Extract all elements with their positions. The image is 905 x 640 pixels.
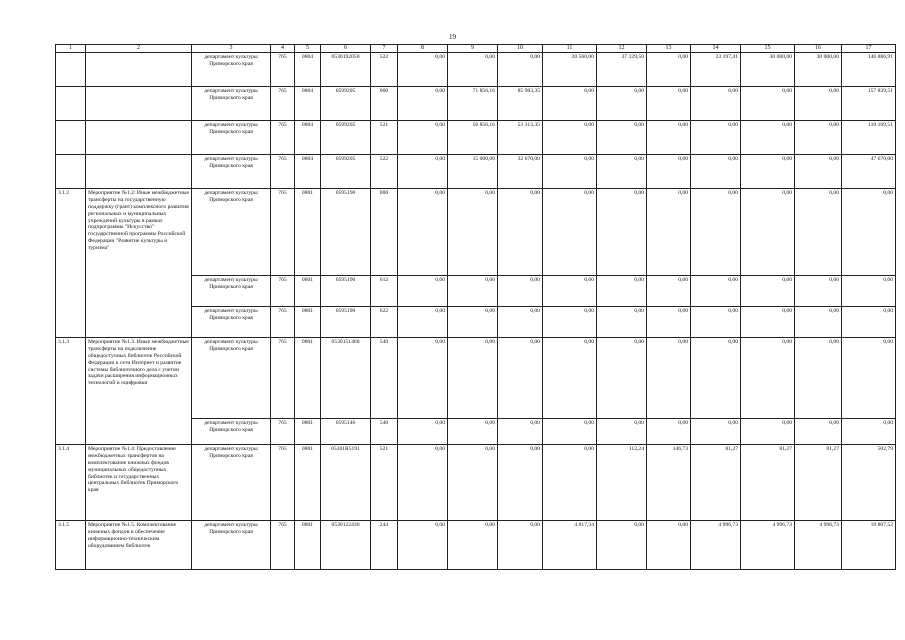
cell-target: 0595190 <box>321 189 371 276</box>
cell-section: 0804 <box>295 155 321 189</box>
cell-grbs: 765 <box>271 276 295 307</box>
column-header: 2 <box>86 45 192 53</box>
cell-value: 30 000,00 <box>741 53 795 87</box>
cell-grbs: 765 <box>271 121 295 155</box>
cell-value: 0,00 <box>647 189 691 276</box>
cell-value: 0,00 <box>647 419 691 445</box>
cell-value: 23 197,41 <box>691 53 741 87</box>
column-header: 15 <box>741 45 795 53</box>
cell-number <box>56 121 86 155</box>
column-header: 7 <box>371 45 398 53</box>
cell-value: 0,00 <box>543 419 597 445</box>
cell-value: 0,00 <box>543 276 597 307</box>
cell-measure: Мероприятие №1.3. Иные межбюджетные трансферты на подключение общедоступных библиотек Российской Федерации к сети Интернет и развитие системы библиотечного дела с учетом задачи расширения информационных технологий и оцифровки <box>86 338 192 445</box>
cell-value: 0,00 <box>543 121 597 155</box>
column-header: 9 <box>448 45 498 53</box>
cell-value: 0,00 <box>691 87 741 121</box>
column-header: 12 <box>597 45 647 53</box>
cell-value: 0,00 <box>795 419 842 445</box>
cell-value: 32 670,00 <box>498 155 543 189</box>
cell-value: 0,00 <box>398 155 448 189</box>
cell-value: 0,00 <box>597 419 647 445</box>
cell-value: 0,00 <box>398 521 448 570</box>
cell-value: 0,00 <box>691 155 741 189</box>
cell-value: 0,00 <box>691 276 741 307</box>
cell-executor: департамент культуры Приморского края <box>192 53 271 87</box>
cell-section: 0801 <box>295 521 321 570</box>
column-header: 3 <box>192 45 271 53</box>
cell-value: 37 129,50 <box>597 53 647 87</box>
cell-grbs: 765 <box>271 307 295 338</box>
cell-value: 0,00 <box>795 87 842 121</box>
cell-expense-type: 244 <box>371 521 398 570</box>
cell-value: 0,00 <box>647 53 691 87</box>
cell-value: 0,00 <box>741 338 795 419</box>
table-row <box>56 445 896 521</box>
cell-value: 0,00 <box>398 121 448 155</box>
cell-grbs: 765 <box>271 53 295 87</box>
cell-measure <box>86 53 192 87</box>
cell-value: 0,00 <box>448 307 498 338</box>
cell-value: 4 996,73 <box>691 521 741 570</box>
cell-grbs: 765 <box>271 419 295 445</box>
cell-value: 0,00 <box>398 338 448 419</box>
column-header: 8 <box>398 45 448 53</box>
cell-value: 0,00 <box>398 419 448 445</box>
cell-value: 0,00 <box>448 445 498 521</box>
cell-expense-type: 612 <box>371 276 398 307</box>
cell-value: 81,27 <box>795 445 842 521</box>
header-row <box>56 45 896 53</box>
cell-value: 0,00 <box>647 87 691 121</box>
cell-grbs: 765 <box>271 189 295 276</box>
cell-grbs: 765 <box>271 87 295 121</box>
cell-value: 81,27 <box>691 445 741 521</box>
cell-grbs: 765 <box>271 521 295 570</box>
cell-section: 0801 <box>295 338 321 419</box>
cell-executor: департамент культуры Приморского края <box>192 419 271 445</box>
cell-executor: департамент культуры Приморского края <box>192 155 271 189</box>
cell-number <box>56 87 86 121</box>
cell-executor: департамент культуры Приморского края <box>192 189 271 276</box>
cell-value: 71 856,16 <box>448 87 498 121</box>
cell-number: 3.1.2 <box>56 189 86 338</box>
cell-value: 0,00 <box>741 189 795 276</box>
cell-value: 4 996,73 <box>741 521 795 570</box>
cell-value: 0,00 <box>543 189 597 276</box>
table-row <box>56 53 896 87</box>
cell-target: 0599205 <box>321 155 371 189</box>
cell-expense-type: 000 <box>371 189 398 276</box>
cell-section: 0801 <box>295 189 321 276</box>
column-header: 14 <box>691 45 741 53</box>
cell-value: 112,24 <box>597 445 647 521</box>
cell-value: 30 000,00 <box>795 53 842 87</box>
cell-target: 0595190 <box>321 307 371 338</box>
cell-value: 0,00 <box>597 521 647 570</box>
cell-expense-type: 540 <box>371 338 398 419</box>
cell-value: 0,00 <box>597 155 647 189</box>
cell-section: 0804 <box>295 87 321 121</box>
cell-section: 0804 <box>295 121 321 155</box>
cell-value: 0,00 <box>741 155 795 189</box>
column-header: 13 <box>647 45 691 53</box>
cell-value: 0,00 <box>398 87 448 121</box>
cell-measure <box>86 155 192 189</box>
table-row <box>56 121 896 155</box>
cell-value: 0,00 <box>795 189 842 276</box>
cell-value: 146,73 <box>647 445 691 521</box>
cell-value: 0,00 <box>498 189 543 276</box>
cell-value: 0,00 <box>691 189 741 276</box>
column-header: 6 <box>321 45 371 53</box>
cell-number: 3.1.4 <box>56 445 86 521</box>
cell-value: 0,00 <box>498 276 543 307</box>
cell-value: 0,00 <box>398 445 448 521</box>
cell-total: 47 670,00 <box>842 155 896 189</box>
column-header: 4 <box>271 45 295 53</box>
cell-value: 0,00 <box>691 307 741 338</box>
cell-value: 0,00 <box>498 419 543 445</box>
cell-value: 0,00 <box>597 189 647 276</box>
cell-total: 0,00 <box>842 276 896 307</box>
cell-value: 0,00 <box>498 307 543 338</box>
column-header: 11 <box>543 45 597 53</box>
column-header: 1 <box>56 45 86 53</box>
cell-value: 85 983,35 <box>498 87 543 121</box>
cell-value: 0,00 <box>691 338 741 419</box>
cell-measure <box>86 87 192 121</box>
cell-value: 0,00 <box>597 87 647 121</box>
cell-value: 0,00 <box>741 276 795 307</box>
cell-section: 0804 <box>295 53 321 87</box>
cell-number <box>56 155 86 189</box>
cell-value: 53 313,35 <box>498 121 543 155</box>
cell-value: 0,00 <box>647 521 691 570</box>
cell-expense-type: 622 <box>371 307 398 338</box>
cell-total: 140 886,91 <box>842 53 896 87</box>
cell-grbs: 765 <box>271 445 295 521</box>
cell-value: 0,00 <box>498 338 543 419</box>
cell-executor: департамент культуры Приморского края <box>192 338 271 419</box>
cell-value: 0,00 <box>647 276 691 307</box>
table-row <box>56 189 896 276</box>
cell-value: 56 856,16 <box>448 121 498 155</box>
cell-value: 0,00 <box>795 307 842 338</box>
cell-section: 0801 <box>295 307 321 338</box>
cell-target: 05301R5191 <box>321 445 371 521</box>
cell-target: 0599205 <box>321 121 371 155</box>
cell-value: 0,00 <box>448 189 498 276</box>
cell-total: 0,00 <box>842 338 896 419</box>
cell-value: 0,00 <box>448 521 498 570</box>
column-header: 5 <box>295 45 321 53</box>
cell-executor: департамент культуры Приморского края <box>192 87 271 121</box>
cell-value: 0,00 <box>647 121 691 155</box>
cell-value: 0,00 <box>741 307 795 338</box>
cell-executor: департамент культуры Приморского края <box>192 521 271 570</box>
cell-value: 0,00 <box>498 53 543 87</box>
cell-value: 0,00 <box>398 276 448 307</box>
cell-expense-type: 521 <box>371 121 398 155</box>
cell-measure: Мероприятие №1.4: Предоставление межбюджетных трансфертов на комплектование книжных фондов муниципальных общедоступных библиотек и государственных центральных библиотек Приморского края <box>86 445 192 521</box>
cell-total: 0,00 <box>842 419 896 445</box>
cell-expense-type: 000 <box>371 87 398 121</box>
cell-total: 502,79 <box>842 445 896 521</box>
column-header: 16 <box>795 45 842 53</box>
cell-value: 0,00 <box>543 338 597 419</box>
cell-value: 0,00 <box>597 121 647 155</box>
cell-target: 0599205 <box>321 87 371 121</box>
cell-grbs: 765 <box>271 338 295 419</box>
cell-value: 0,00 <box>398 307 448 338</box>
cell-target: 0595190 <box>321 276 371 307</box>
cell-executor: департамент культуры Приморского края <box>192 121 271 155</box>
cell-value: 4 817,34 <box>543 521 597 570</box>
cell-value: 4 996,73 <box>795 521 842 570</box>
cell-section: 0801 <box>295 445 321 521</box>
table-row <box>56 155 896 189</box>
cell-measure: Мероприятие №1.2: Иные межбюджетные трансферты на государственную поддержку (грант) комплексного развития региональных и муниципальных учреждений культуры в рамках подпрограммы "Искусство" государственной программы Российской Федерации "Развитие культуры и туризма" <box>86 189 192 338</box>
cell-value: 0,00 <box>498 445 543 521</box>
cell-value: 0,00 <box>795 121 842 155</box>
cell-value: 0,00 <box>795 276 842 307</box>
cell-value: 0,00 <box>498 521 543 570</box>
cell-value: 0,00 <box>543 155 597 189</box>
cell-value: 0,00 <box>741 419 795 445</box>
cell-value: 0,00 <box>597 307 647 338</box>
cell-executor: департамент культуры Приморского края <box>192 307 271 338</box>
cell-target: 0530122430 <box>321 521 371 570</box>
page-number: 19 <box>449 33 456 41</box>
table-row <box>56 521 896 570</box>
cell-value: 0,00 <box>795 338 842 419</box>
cell-expense-type: 522 <box>371 155 398 189</box>
cell-expense-type: 521 <box>371 445 398 521</box>
cell-executor: департамент культуры Приморского края <box>192 276 271 307</box>
cell-value: 0,00 <box>543 87 597 121</box>
cell-total: 0,00 <box>842 307 896 338</box>
cell-number <box>56 53 86 87</box>
cell-total: 110 169,51 <box>842 121 896 155</box>
cell-expense-type: 522 <box>371 53 398 87</box>
cell-value: 0,00 <box>795 155 842 189</box>
column-header: 10 <box>498 45 543 53</box>
cell-total: 0,00 <box>842 189 896 276</box>
cell-total: 19 807,52 <box>842 521 896 570</box>
cell-measure: Мероприятие №1.5. Комплектование книжных фондов и обеспечение информационно-техническим оборудованием библиотек <box>86 521 192 570</box>
cell-grbs: 765 <box>271 155 295 189</box>
cell-value: 0,00 <box>448 53 498 87</box>
cell-target: 0595146 <box>321 419 371 445</box>
cell-value: 0,00 <box>597 276 647 307</box>
cell-value: 0,00 <box>691 419 741 445</box>
cell-target: 0530192050 <box>321 53 371 87</box>
cell-value: 0,00 <box>398 53 448 87</box>
cell-measure <box>86 121 192 155</box>
cell-number: 3.1.3 <box>56 338 86 445</box>
cell-value: 0,00 <box>448 338 498 419</box>
column-header: 17 <box>842 45 896 53</box>
cell-value: 0,00 <box>543 445 597 521</box>
cell-value: 0,00 <box>597 338 647 419</box>
cell-value: 0,00 <box>398 189 448 276</box>
cell-target: 0530151460 <box>321 338 371 419</box>
cell-executor: департамент культуры Приморского края <box>192 445 271 521</box>
cell-value: 0,00 <box>448 419 498 445</box>
cell-value: 81,27 <box>741 445 795 521</box>
cell-value: 0,00 <box>543 307 597 338</box>
cell-value: 0,00 <box>647 338 691 419</box>
cell-number: 3.1.5 <box>56 521 86 570</box>
cell-value: 0,00 <box>448 276 498 307</box>
cell-value: 0,00 <box>647 155 691 189</box>
cell-value: 20 560,00 <box>543 53 597 87</box>
cell-value: 0,00 <box>741 121 795 155</box>
cell-section: 0801 <box>295 276 321 307</box>
cell-total: 157 839,51 <box>842 87 896 121</box>
cell-value: 0,00 <box>691 121 741 155</box>
table-row <box>56 87 896 121</box>
cell-section: 0801 <box>295 419 321 445</box>
cell-value: 15 000,00 <box>448 155 498 189</box>
table-row <box>56 338 896 419</box>
budget-table <box>55 44 896 570</box>
cell-value: 0,00 <box>647 307 691 338</box>
cell-value: 0,00 <box>741 87 795 121</box>
cell-expense-type: 540 <box>371 419 398 445</box>
